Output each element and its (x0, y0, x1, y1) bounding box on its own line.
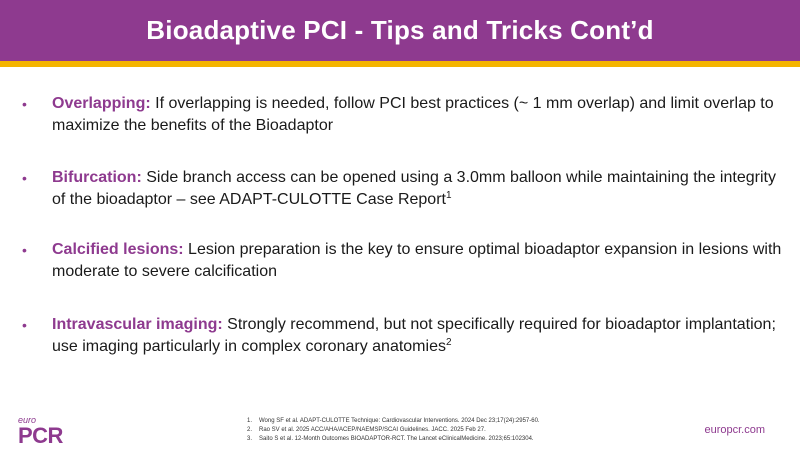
bullet-dot-icon: • (22, 170, 27, 186)
bullet-intravascular-imaging (22, 314, 782, 358)
bullet-footnote-marker: 1 (445, 190, 452, 201)
bullet-calcified-lesions (22, 239, 782, 283)
reference-item (247, 426, 667, 435)
bullet-overlapping (22, 93, 782, 137)
bullet-dot-icon: • (22, 317, 27, 333)
reference-list (247, 417, 667, 444)
reference-number: 3. (247, 436, 253, 442)
logo-pcr-text: PCR (18, 423, 63, 448)
bullet-term: Overlapping: (52, 95, 151, 112)
bullet-dot-icon: • (22, 96, 27, 112)
reference-text: Saito S et al. 12-Month Outcomes BIOADAPTOR-RCT. The Lancet eClinicalMedicine. 2023;65:102304. (259, 436, 534, 442)
bullet-term: Calcified lesions: (52, 241, 184, 258)
bullet-body: Strongly recommend, but not specifically required for bioadaptor implantation; use imaging particularly in complex coronary anatomies (52, 316, 776, 355)
europcr-logo (18, 415, 78, 448)
reference-item (247, 435, 667, 444)
reference-number: 1. (247, 418, 253, 424)
bullet-text (52, 93, 782, 137)
site-url: europcr.com (704, 424, 765, 436)
bullet-body: If overlapping is needed, follow PCI best practices (~ 1 mm overlap) and limit overlap to maximize the benefits of the Bioadaptor (52, 95, 774, 134)
bullet-text (52, 167, 782, 211)
reference-item (247, 417, 667, 426)
bullet-body: Side branch access can be opened using a 3.0mm balloon while maintaining the integrity of the bioadaptor – see ADAPT-CULOTTE Case Report (52, 169, 776, 208)
bullet-footnote-marker: 2 (445, 337, 452, 348)
logo-euro-text: euro (18, 415, 37, 425)
bullet-term: Bifurcation: (52, 169, 142, 186)
bullet-bifurcation (22, 167, 782, 211)
slide-title: Bioadaptive PCI - Tips and Tricks Cont’d (146, 15, 654, 45)
bullet-text (52, 314, 782, 358)
bullet-text (52, 239, 782, 283)
reference-number: 2. (247, 427, 253, 433)
bullet-body: Lesion preparation is the key to ensure optimal bioadaptor expansion in lesions with moderate to severe calcification (52, 241, 782, 280)
reference-text: Rao SV et al. 2025 ACC/AHA/ACEP/NAEMSP/SCAI Guidelines. JACC. 2025 Feb 27. (259, 427, 486, 433)
bullet-dot-icon: • (22, 242, 27, 258)
reference-text: Wong SF et al. ADAPT-CULOTTE Technique: Cardiovascular Interventions. 2024 Dec 23;17(24):2957-60. (259, 418, 540, 424)
bullet-term: Intravascular imaging: (52, 316, 223, 333)
